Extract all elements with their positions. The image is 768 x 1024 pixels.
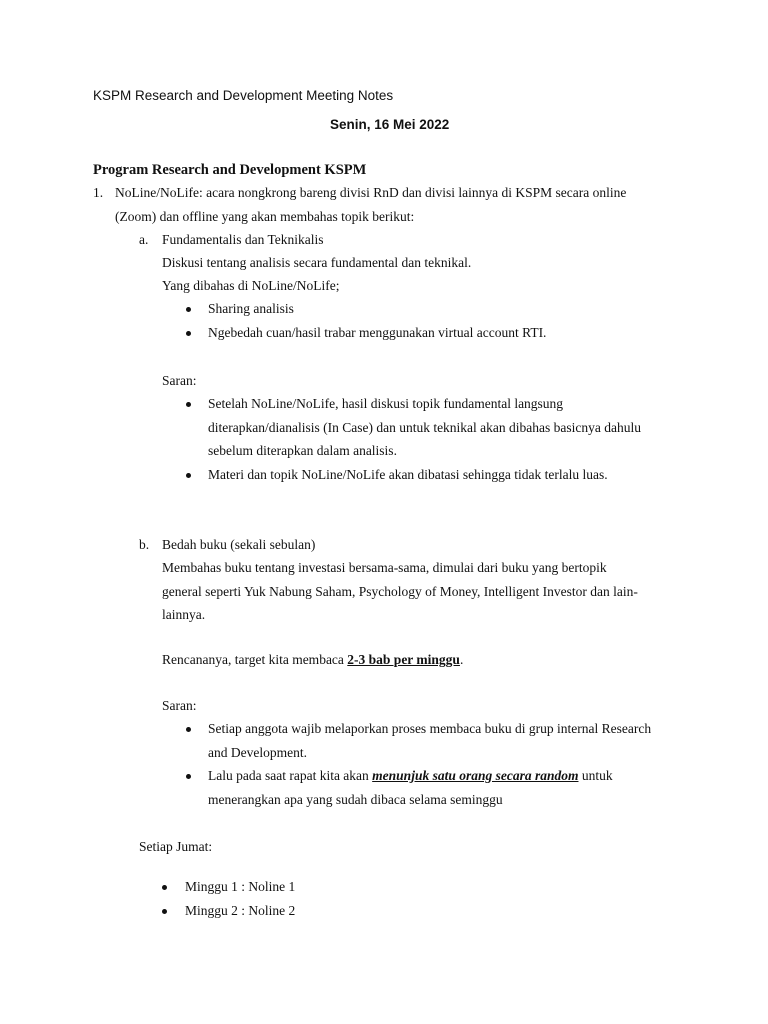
document-title: KSPM Research and Development Meeting Notes	[93, 88, 394, 103]
saran-b-2-suffix: untuk	[578, 768, 613, 783]
bullet-icon	[186, 727, 191, 732]
friday-item-2: Minggu 2 : Noline 2	[185, 903, 296, 918]
friday-item-1: Minggu 1 : Noline 1	[185, 879, 296, 894]
item1-line1: NoLine/NoLife: acara nongkrong bareng divisi RnD dan divisi lainnya di KSPM secara online	[115, 185, 627, 200]
subitem-b-title: Bedah buku (sekali sebulan)	[162, 537, 316, 552]
bullet-icon	[186, 307, 191, 312]
subitem-b-desc-line1: Membahas buku tentang investasi bersama-sama, dimulai dari buku yang bertopik	[162, 560, 607, 575]
subitem-marker-a: a.	[139, 232, 149, 247]
subitem-b-desc-line3: lainnya.	[162, 607, 206, 622]
saran-a-1-line1: Setelah NoLine/NoLife, hasil diskusi topik fundamental langsung	[208, 396, 564, 411]
bullet-icon	[186, 473, 191, 478]
bullet-icon	[162, 885, 167, 890]
reading-target: 2-3 bab per minggu	[347, 652, 460, 667]
item1-line2: (Zoom) dan offline yang akan membahas topik berikut:	[115, 209, 415, 224]
saran-b-2-line2: menerangkan apa yang sudah dibaca selama seminggu	[208, 792, 503, 807]
bullet-icon	[186, 774, 191, 779]
saran-b-1-line1: Setiap anggota wajib melaporkan proses membaca buku di grup internal Research	[208, 721, 652, 736]
saran-b-2-emphasis: menunjuk satu orang secara random	[372, 768, 579, 783]
reading-plan	[162, 651, 463, 669]
subitem-marker-b: b.	[139, 537, 150, 552]
saran-b-2-prefix: Lalu pada saat rapat kita akan	[208, 768, 373, 783]
bullet-a-1: Sharing analisis	[208, 301, 294, 316]
reading-plan-prefix: Rencananya, target kita membaca	[162, 652, 348, 667]
meeting-date: Senin, 16 Mei 2022	[330, 117, 450, 132]
list-number-1: 1.	[93, 185, 104, 200]
bullet-icon	[186, 402, 191, 407]
bullet-icon	[162, 909, 167, 914]
reading-plan-suffix: .	[459, 652, 464, 667]
bullet-a-2: Ngebedah cuan/hasil trabar menggunakan virtual account RTI.	[208, 325, 547, 340]
subitem-b-desc-line2: general seperti Yuk Nabung Saham, Psychology of Money, Intelligent Investor dan lain-	[162, 584, 638, 599]
saran-a-label: Saran:	[162, 373, 197, 388]
saran-a-2: Materi dan topik NoLine/NoLife akan dibatasi sehingga tidak terlalu luas.	[208, 467, 608, 482]
subitem-a-desc: Diskusi tentang analisis secara fundamental dan teknikal.	[162, 255, 472, 270]
friday-label: Setiap Jumat:	[139, 839, 213, 854]
section-heading: Program Research and Development KSPM	[93, 162, 367, 178]
subitem-a-title: Fundamentalis dan Teknikalis	[162, 232, 324, 247]
saran-b-1-line2: and Development.	[208, 745, 307, 760]
bullet-icon	[186, 331, 191, 336]
saran-a-1-line2: diterapkan/dianalisis (In Case) dan untuk teknikal akan dibahas basicnya dahulu	[208, 420, 641, 435]
saran-b-label: Saran:	[162, 698, 197, 713]
saran-b-2-line1	[208, 767, 613, 785]
saran-a-1-line3: sebelum diterapkan dalam analisis.	[208, 443, 397, 458]
subitem-a-discussed: Yang dibahas di NoLine/NoLife;	[162, 278, 340, 293]
